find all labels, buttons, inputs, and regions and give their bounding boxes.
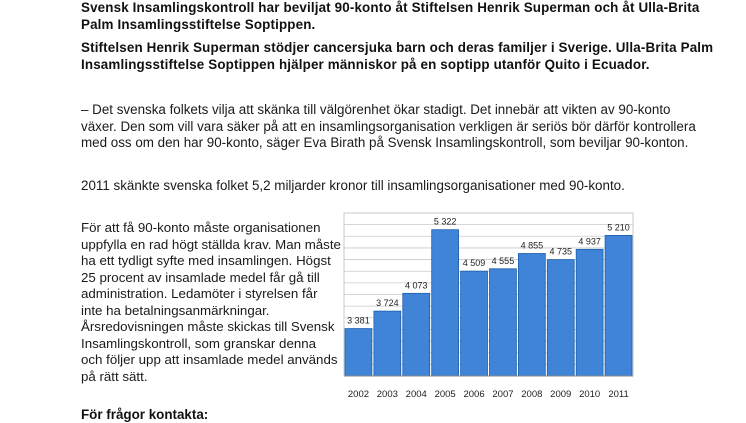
donations-bar-chart bbox=[338, 205, 646, 405]
value-label-2007: 4 555 bbox=[491, 255, 515, 266]
requirements-paragraph: För att få 90-konto måste organisationen uppfylla en rad högt ställda krav. Man måste ha ett tydligt syfte med insamlingen. Högst 25 procent av insamlade medel får gå till administration. Ledamöter i styrelsen får inte ha betalningsanmärkningar. Årsredovisningen måste skickas till Svensk Insamlingskontroll, som granskar denna och följer upp att insamlade medel används på rätt sätt. bbox=[81, 220, 341, 384]
bar-2010 bbox=[576, 249, 603, 376]
tick-label-2010: 2010 bbox=[579, 389, 601, 400]
tick-label-2004: 2004 bbox=[405, 389, 427, 400]
contact-heading: För frågor kontakta: bbox=[81, 407, 209, 422]
value-label-2011: 5 210 bbox=[607, 222, 630, 233]
bar-2005 bbox=[432, 230, 459, 376]
value-label-2009: 4 735 bbox=[549, 246, 573, 257]
tick-label-2007: 2007 bbox=[492, 389, 514, 400]
bar-2011 bbox=[605, 235, 632, 376]
bar-2008 bbox=[518, 253, 545, 376]
lead-paragraph: Stiftelsen Henrik Superman stödjer cancersjuka barn och deras familjer i Sverige. Ulla-Brita Palm Insamlingsstiftelse Soptippen hjälper människor på en soptipp utanför Quito i Ecuador. bbox=[81, 40, 714, 72]
tick-label-2006: 2006 bbox=[463, 389, 485, 400]
statistic-paragraph: 2011 skänkte svenska folket 5,2 miljarder kronor till insamlingsorganisationer med 90-konto. bbox=[81, 178, 625, 193]
bar-2007 bbox=[490, 269, 517, 376]
value-label-2008: 4 855 bbox=[520, 240, 544, 251]
headline: Svensk Insamlingskontroll har beviljat 90-konto åt Stiftelsen Henrik Superman och åt Ulla-Brita Palm Insamlingsstiftelse Soptippen. bbox=[81, 0, 700, 32]
bar-2002 bbox=[345, 329, 372, 376]
bar-2006 bbox=[461, 271, 488, 376]
tick-label-2011: 2011 bbox=[608, 389, 629, 400]
tick-label-2005: 2005 bbox=[434, 389, 456, 400]
value-label-2004: 4 073 bbox=[404, 280, 428, 291]
tick-label-2002: 2002 bbox=[347, 389, 370, 400]
value-label-2006: 4 509 bbox=[462, 258, 486, 269]
value-label-2003: 3 724 bbox=[376, 298, 399, 309]
bar-2003 bbox=[374, 311, 401, 376]
tick-label-2008: 2008 bbox=[521, 389, 543, 400]
value-label-2002: 3 381 bbox=[347, 315, 370, 326]
bar-2009 bbox=[547, 260, 574, 376]
tick-label-2003: 2003 bbox=[376, 389, 398, 400]
quote-paragraph: – Det svenska folkets vilja att skänka till välgörenhet ökar stadigt. Det innebär att vikten av 90-konto växer. Den som vill vara säker på att en insamlingsorganisation verkligen är seriös bör därför kontrollera med oss om den har 90-konto, säger Eva Birath på Svensk Insamlingskontroll, som beviljar 90-konton. bbox=[81, 102, 696, 151]
tick-label-2009: 2009 bbox=[550, 389, 572, 400]
value-label-2005: 5 322 bbox=[433, 216, 457, 227]
value-label-2010: 4 937 bbox=[578, 236, 601, 247]
bar-2004 bbox=[403, 293, 430, 376]
